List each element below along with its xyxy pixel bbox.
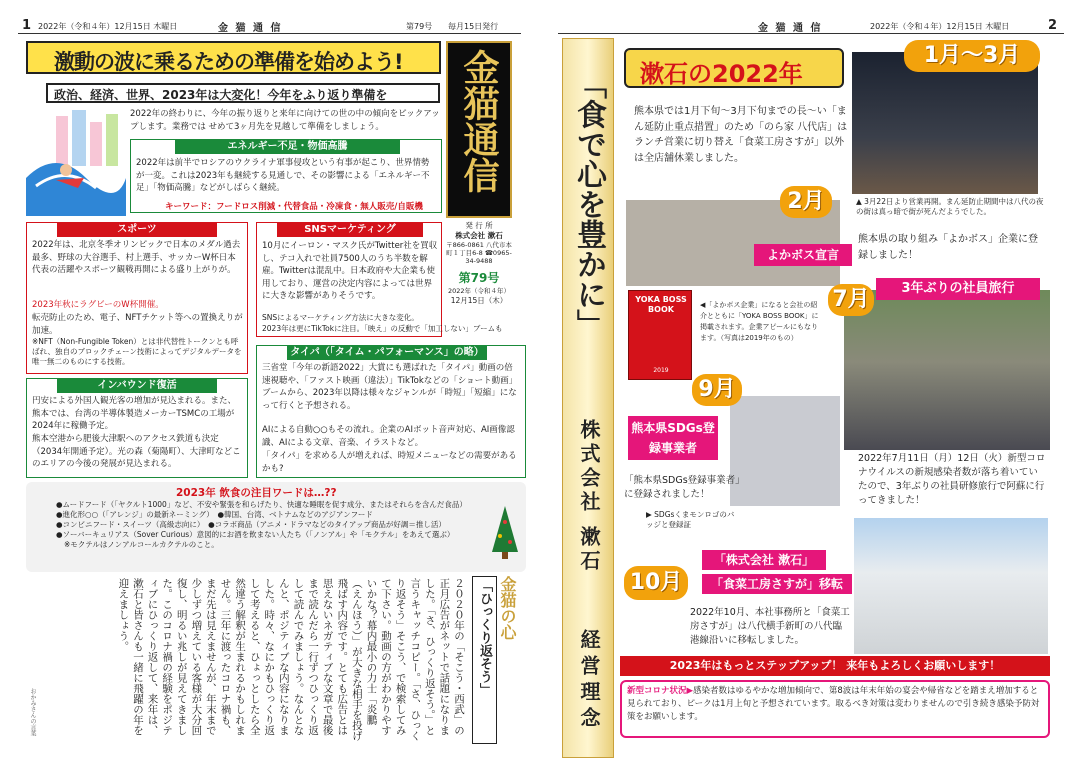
taipa-body: 三省堂「今年の新語2022」大賞にも選ばれた「タイパ」動画の倍速視聴や、「ファスト映画（違法）」TikTokなどの「ショート動画」ブームから、2023年以降は様々なジャンルが「時短」「短縮」になって行くと予想される。 [262,363,518,411]
header-cycle: 毎月15日発行 [448,22,499,31]
inbound-body: 円安による外国人観光客の増加が見込まれる。また、熊本では、台湾の半導体製造メーカーTSMCの工場が2024年に稼働予定。 [32,396,237,431]
covid-body: 感染者数はゆるやかな増加傾向で、第8波は年末年始の宴会や帰省などを踏まえ増加すると見られており、ピークは1月上旬と予想されています。取るべき対策は変わりませんので引き続き感染予防対策をお願いします。 [627,686,1040,722]
taipa-title: タイパ（「タイム・パフォーマンス」の略） [287,346,487,360]
food-item: ※モクテルはノンアルコールカクテルのこと。 [64,540,219,549]
column-section [26,576,526,746]
inbound-body-2: 熊本空港から肥後大津駅へのアクセス鉄道も決定（2034年開通予定）。光の森（菊陽町）、大津町などこのエリアの今後の発展が見込まれる。 [32,434,241,469]
header-date: 2022年（令和４年）12月15日 木曜日 [38,22,178,31]
header-issue: 第79号 [406,22,433,31]
banner [26,41,441,74]
sports-section [26,222,248,374]
oct-tag: 10月 [624,566,688,600]
taipa-demand: 「タイパ」を求める人が増えれば、時短メニューなどの需要があるかも? [262,451,517,474]
taipa-section [256,345,526,478]
oct-title-2: 「食菜工房さすが」移転 [702,574,852,594]
header-rule [558,33,1064,34]
book-title: YOKA BOSS BOOK [635,295,687,314]
sns-change: SNSによるマーケティング方法に大きな変化。 [262,313,419,322]
sports-note: ※NFT（Non-Fungible Token）とは非代替性トークンとも呼ばれ、独自のブロックチェーン技術によってデジタルデータを唯一無二のものにする技術。 [32,337,242,366]
feb-tag: 2月 [780,186,832,218]
header-date: 2022年（令和４年）12月15日 木曜日 [870,22,1010,31]
new-office-photo [854,518,1048,654]
page-number: 1 [22,18,32,33]
year-review-title [624,48,844,88]
masthead-title: 金猫通信 [458,49,500,193]
covid-label: 新型コロナ状況▶ [627,686,694,696]
masthead [446,41,512,218]
energy-section [130,139,442,213]
philosophy-motto: 「食で心を豊かに」 [571,69,606,339]
inbound-section [26,378,248,478]
sns-title: SNSマーケティング [277,223,423,237]
energy-title: エネルギー不足・物価高騰 [175,140,400,154]
page1-header [18,0,521,34]
feb-caption: ◀「よかボス企業」になると会社の紹介とともに「YOKA BOSS BOOK」に掲載されます。企業アピールにもなります。（写真は2019年のもの） [700,301,819,342]
book-year: 2019 [653,367,669,374]
jul-title: 3年ぶりの社員旅行 [876,278,1040,300]
masthead-date-day: 12月15日（木） [450,296,508,305]
jul-tag: 7月 [828,284,874,316]
christmas-tree-icon [490,504,520,560]
food-items [56,500,486,550]
publisher-label: 発 行 所 [465,221,493,230]
feb-banner: よかボス宣言 [754,244,852,266]
oct-body: 2022年10月、本社事務所と「食菜工房さすが」は八代横手新町の八代臨港線沿いに移転しました。 [690,607,850,646]
sports-rugby: 2023年秋にラグビーのW杯開催。 [32,300,164,310]
jan-caption: ▲ 3月22日より営業再開。まん延防止期間中は八代の夜の街は真っ暗で街が死んだようでした。 [856,197,1044,216]
header-paper-name: 金 猫 通 信 [758,23,823,34]
inbound-title: インバウンド復活 [57,379,217,393]
sep-caption: ▶ SDGsくまモンロゴのバッジと登録証 [646,510,735,529]
covid-box [620,680,1050,738]
sports-title: スポーツ [57,223,217,237]
masthead-issue: 第79号 [458,271,500,285]
energy-keywords: キーワード：フードロス削減・代替食品・冷凍食・無人販売/自販機 [165,202,423,212]
trip-photo [844,290,1050,450]
philosophy-company: 株式会社 漱石 [577,419,601,574]
oct-title-1: 「株式会社 漱石」 [702,550,826,570]
wave-surfer-illustration [26,108,126,216]
column-corner: 金猫の心 [498,576,517,640]
sns-body: 10月にイーロン・マスク氏がTwitter社を買収し、テコ入れで社員7500人のうち半数を解雇。Twitterは混乱中。日本政府や大企業も使用しており、運営の決定内容によっては世界に大きな影響がありそうです。 [262,241,438,301]
publisher-address: 〒866-0861 八代市本町１丁目6-8 ☎0965-34-9488 [446,241,512,265]
food-title: 2023年 飲食の注目ワードは…?? [176,487,337,499]
taipa-ai: AIによる自動○○もその流れ。企業のAIボット音声対応、AI画像認識、AIによる文章、音楽、イラストなど。 [262,425,515,448]
column-signature: おかみさんの言葉 [29,688,36,736]
sep-body: 「熊本県SDGs登録事業者」に登録されました！ [624,475,740,500]
sports-body: 2022年は、北京冬季オリンピックで日本のメダル過去最多、野球の大谷選手、村上選手、サッカーW杯日本代表の活躍やスポーツ観戦再開による盛り上がりが。 [32,240,241,275]
column-body: ２０２０年の「そこう・西武」の正月広告がネットで話題になりました。「さ、ひっくり返そう。」と言うキャッチコピー。「さ、ひっくり返そう」そこう、で検索してみて下さい。動画の方がわかりやすいかな？幕内最小の力士「炎鵬（えんほう）」が大きな相手を投げ飛ばす内容です。とても広告とは思えないネガティブな文章で最後まで読んだら一行ずつひっくり返して読んでみましょう。なんとなんと、ポジティブな内容になりました。時々、なにかもひっくり返して考えると、ひょっとしたら全然違う解釈が生まれるかもしれません。三年に渡ったコロナ禍も、まだ先は見えませんが、年末まで少しずつ増えている客様が大分回復し、明るい兆しが見えてきました。このコロナ禍の経験をポジティブにひっくり返して、来年は、漱石と皆さんも一緒に飛躍の年を迎えましょう。 [117,578,465,741]
lead-illustration [26,108,126,216]
subhead [46,83,440,103]
masthead-date-year: 2022年（令和４年） [447,287,511,295]
lead-text: 2022年の終わりに、今年の振り返りと来年に向けての世の中の傾向をピックアップします。業務では せめて3ヶ月先を見越して準備をしましょう。 [130,109,440,132]
publisher-company: 株式会社 漱石 [455,231,503,240]
jul-body: 2022年7月11日（月）12日（火）新型コロナウイルスの新規感染者数が落ち着いていたので、3年ぶりの社員研修旅行で阿蘇に行ってきました！ [858,453,1046,506]
energy-body: 2022年は前半でロシアのウクライナ軍事侵攻という有事が起こり、世界情勢が一変。これは2023年も継続する見通しで、その影響による「エネルギー不足」「物価高騰」などがしばらく継続。 [136,158,430,193]
masthead-info [446,221,512,341]
subhead-text: 政治、経済、世界、2023年は大変化！今年をふり返り準備を [54,88,388,102]
column-title: 「ひっくり返そう」 [472,576,497,744]
page-1 [18,0,521,764]
philosophy-panel [562,38,614,758]
sports-nft: 転売防止のため、電子、NFTチケット等への置換えりが加速。 [32,313,243,336]
header-paper-name: 金 猫 通 信 [218,23,283,34]
closing-bar: 2023年はもっとステップアップ！ 来年もよろしくお願いします！ [620,656,1050,676]
philosophy-label: 経営理念 [577,629,601,733]
sep-tag: 9月 [692,374,742,406]
yokaboss-book [628,290,692,380]
header-rule [18,33,521,34]
night-street-photo [852,52,1038,194]
food-item: ●進化形○○（「アレンジ」の最新ネーミング） ●韓国、台湾、ベトナムなどのアジアンフード [56,510,373,519]
food-item: ●ソーバーキュリアス（Sover Curious）意図的にお酒を飲まない人たち（「ノンアル」や「モクテル」をあえて選ぶ） [56,530,455,539]
food-item: ●ムードフード（「ヤクルト1000」など、不安や緊張を和らげたり、快適な睡眠を促す成分、またはそれらを含んだ食品） [56,500,467,509]
banner-text: 激動の波に乗るための準備を始めよう! [54,50,403,74]
feb-body: 熊本県の取り組み「よかボス」企業に登録しました！ [858,234,1038,261]
sdgs-photo [730,396,840,506]
jan-body: 熊本県では1月下旬〜3月下旬までの長〜い「まん延防止重点措置」のため「のら家 八代店」はランチ営業に切り替え「食菜工房さすが」以外は全店舗休業しました。 [634,106,848,164]
sep-banner: 熊本県SDGs登録事業者 [628,416,718,460]
page2-header [558,0,1064,34]
jan-tag: 1月〜3月 [904,40,1040,72]
food-item: ●コンビニフード・スイーツ（高級志向に） ●コラボ商品（アニメ・ドラマなどのタイアップ商品が好調＝推し活） [56,520,446,529]
page-2 [558,0,1064,764]
page-number: 2 [1048,18,1058,33]
year-review-title-text: 漱石の2022年 [640,60,803,88]
food-section [26,482,526,572]
sns-tiktok: 2023年は更にTikTokに注目。「映え」の反動で「加工しない」ブームも [262,324,503,333]
